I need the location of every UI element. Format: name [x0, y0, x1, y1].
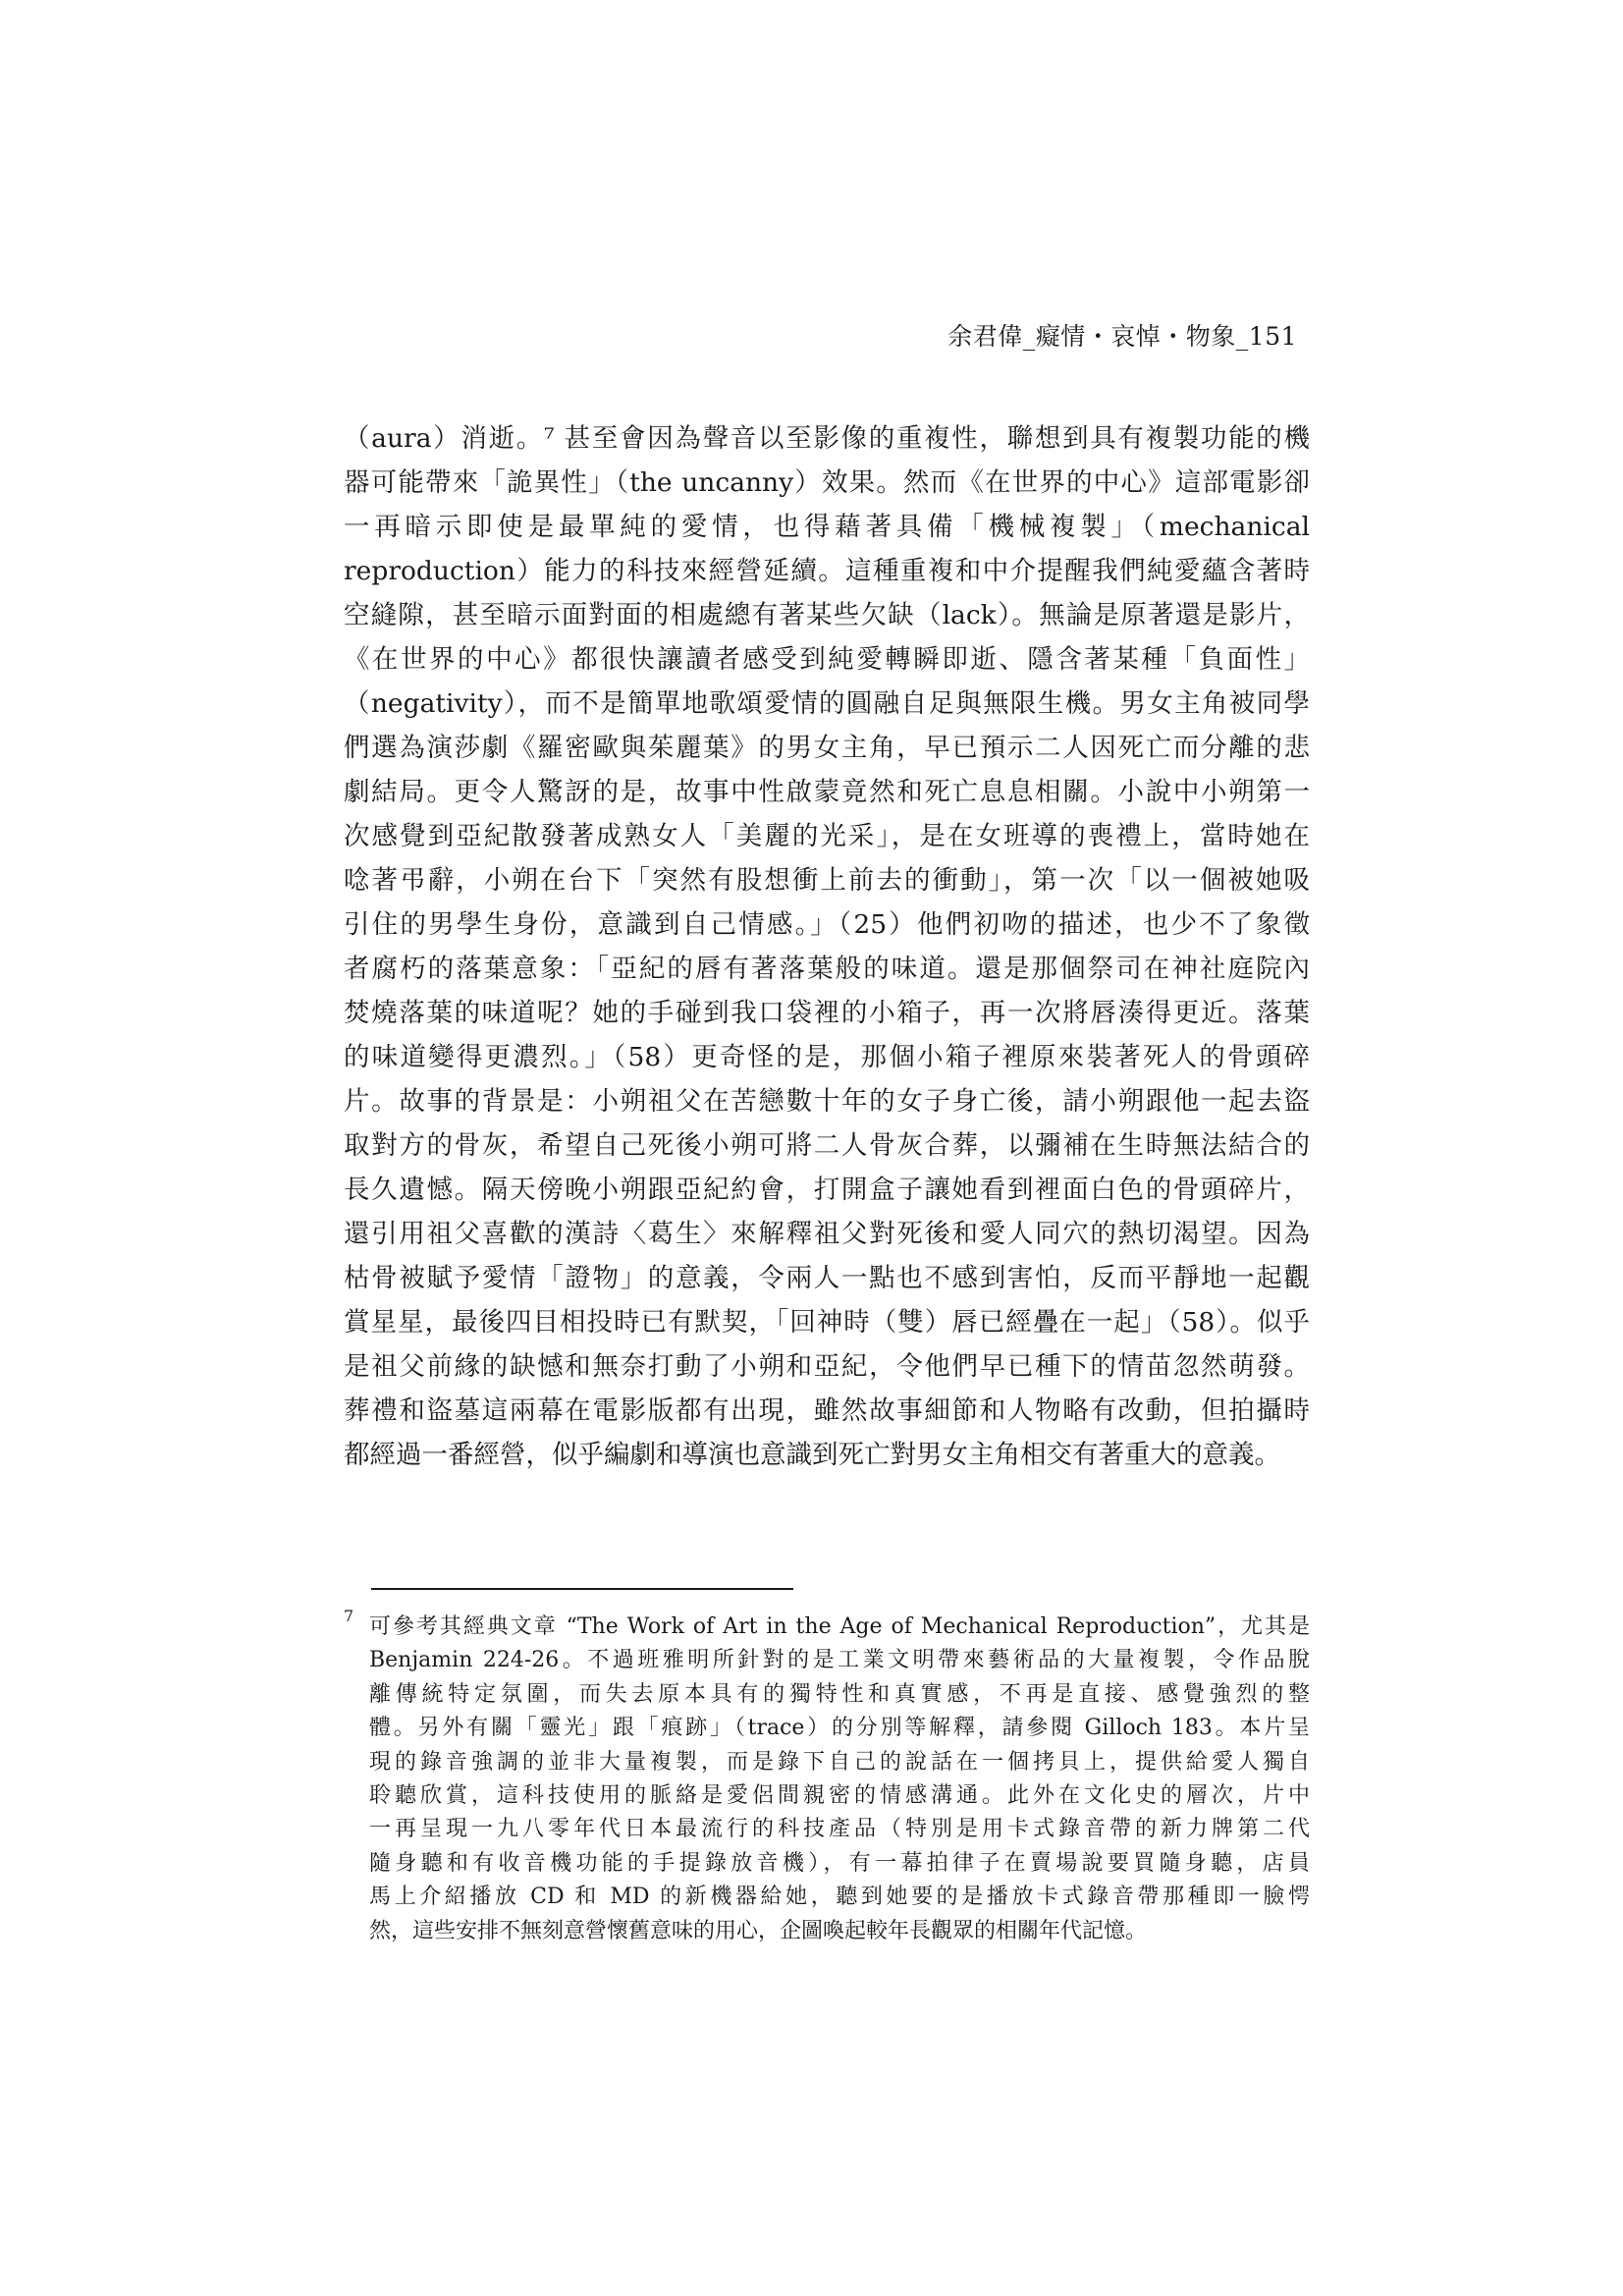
- body-line: 們選為演莎劇《羅密歐與茱麗葉》的男女主角，早已預示二人因死亡而分離的悲: [344, 733, 1310, 763]
- body-text: [344, 416, 1310, 1477]
- body-line: 都經過一番經營，似乎編劇和導演也意識到死亡對男女主角相交有著重大的意義。: [344, 1440, 1280, 1470]
- body-line: （negativity），而不是簡單地歌頌愛情的圓融自足與無限生機。男女主角被同學: [344, 688, 1310, 719]
- body-line: 是祖父前緣的缺憾和無奈打動了小朔和亞紀，令他們早已種下的情苗忽然萌發。: [344, 1351, 1310, 1382]
- body-line: 焚燒落葉的味道呢？她的手碰到我口袋裡的小箱子，再一次將唇湊得更近。落葉: [344, 998, 1310, 1028]
- body-line: （aura）消逝。⁷ 甚至會因為聲音以至影像的重複性，聯想到具有複製功能的機: [344, 423, 1310, 454]
- footnote-line: 聆聽欣賞，這科技使用的脈絡是愛侶間親密的情感溝通。此外在文化史的層次，片中: [369, 1782, 1310, 1808]
- body-line: 器可能帶來「詭異性」（the uncanny）效果。然而《在世界的中心》這部電影卻: [344, 467, 1310, 498]
- body-line: 的味道變得更濃烈。」（58）更奇怪的是，那個小箱子裡原來裝著死人的骨頭碎: [344, 1042, 1310, 1072]
- body-line: 枯骨被賦予愛情「證物」的意義，令兩人一點也不感到害怕，反而平靜地一起觀: [344, 1263, 1310, 1293]
- footnote: [344, 1607, 1310, 1948]
- body-line: 取對方的骨灰，希望自己死後小朔可將二人骨灰合葬，以彌補在生時無法結合的: [344, 1130, 1310, 1161]
- body-line: 片。故事的背景是：小朔祖父在苦戀數十年的女子身亡後，請小朔跟他一起去盜: [344, 1086, 1310, 1117]
- footnote-line: 一再呈現一九八零年代日本最流行的科技產品（特別是用卡式錄音帶的新力牌第二代: [369, 1817, 1310, 1842]
- footnote-text: [369, 1611, 1310, 1948]
- footnote-line: 現的錄音強調的並非大量複製，而是錄下自己的說話在一個拷貝上，提供給愛人獨自: [369, 1749, 1310, 1775]
- body-line: 一再暗示即使是最單純的愛情，也得藉著具備「機械複製」（mechanical: [344, 512, 1310, 542]
- body-line: 《在世界的中心》都很快讓讀者感受到純愛轉瞬即逝、隱含著某種「負面性」: [344, 644, 1310, 675]
- body-line: 賞星星，最後四目相投時已有默契，「回神時（雙）唇已經疊在一起」（58）。似乎: [344, 1307, 1310, 1338]
- footnote-line: 然，這些安排不無刻意營懷舊意味的用心，企圖喚起較年長觀眾的相關年代記憶。: [369, 1918, 1148, 1943]
- body-line: 次感覺到亞紀散發著成熟女人「美麗的光采」，是在女班導的喪禮上，當時她在: [344, 821, 1310, 851]
- footnote-line: 可參考其經典文章 “The Work of Art in the Age of Mechanical Reproduction”，尤其是: [369, 1614, 1310, 1639]
- footnote-rule: [371, 1588, 793, 1590]
- running-head: 余君偉_癡情・哀悼・物象_151: [947, 322, 1297, 351]
- body-line: 還引用祖父喜歡的漢詩〈葛生〉來解釋祖父對死後和愛人同穴的熱切渴望。因為: [344, 1219, 1310, 1249]
- footnote-line: 體。另外有關「靈光」跟「痕跡」（trace）的分別等解釋，請參閱 Gilloch 183。本片呈: [369, 1716, 1310, 1741]
- body-line: reproduction）能力的科技來經營延續。這種重複和中介提醒我們純愛蘊含著時: [344, 556, 1310, 586]
- body-line: 葬禮和盜墓這兩幕在電影版都有出現，雖然故事細節和人物略有改動，但拍攝時: [344, 1395, 1310, 1426]
- footnote-line: 隨身聽和有收音機功能的手提錄放音機），有一幕拍律子在賣場說要買隨身聽，店員: [369, 1850, 1310, 1876]
- footnote-line: 離傳統特定氛圍，而失去原本具有的獨特性和真實感，不再是直接、感覺強烈的整: [369, 1681, 1310, 1707]
- body-line: 長久遺憾。隔天傍晚小朔跟亞紀約會，打開盒子讓她看到裡面白色的骨頭碎片，: [344, 1175, 1310, 1205]
- footnote-line: 馬上介紹播放 CD 和 MD 的新機器給她，聽到她要的是播放卡式錄音帶那種即一臉愕: [369, 1885, 1310, 1910]
- body-line: 者腐朽的落葉意象：「亞紀的唇有著落葉般的味道。還是那個祭司在神社庭院內: [344, 954, 1310, 984]
- footnote-marker: 7: [344, 1607, 354, 1625]
- body-line: 空縫隙，甚至暗示面對面的相處總有著某些欠缺（lack）。無論是原著還是影片，: [344, 600, 1310, 630]
- footnote-line: Benjamin 224-26。不過班雅明所針對的是工業文明帶來藝術品的大量複製，令作品脫: [369, 1648, 1310, 1673]
- body-line: 引住的男學生身份，意識到自己情感。」（25）他們初吻的描述，也少不了象徵: [344, 909, 1310, 940]
- body-line: 劇結局。更令人驚訝的是，故事中性啟蒙竟然和死亡息息相關。小說中小朔第一: [344, 777, 1310, 807]
- body-line: 唸著弔辭，小朔在台下「突然有股想衝上前去的衝動」，第一次「以一個被她吸: [344, 865, 1310, 896]
